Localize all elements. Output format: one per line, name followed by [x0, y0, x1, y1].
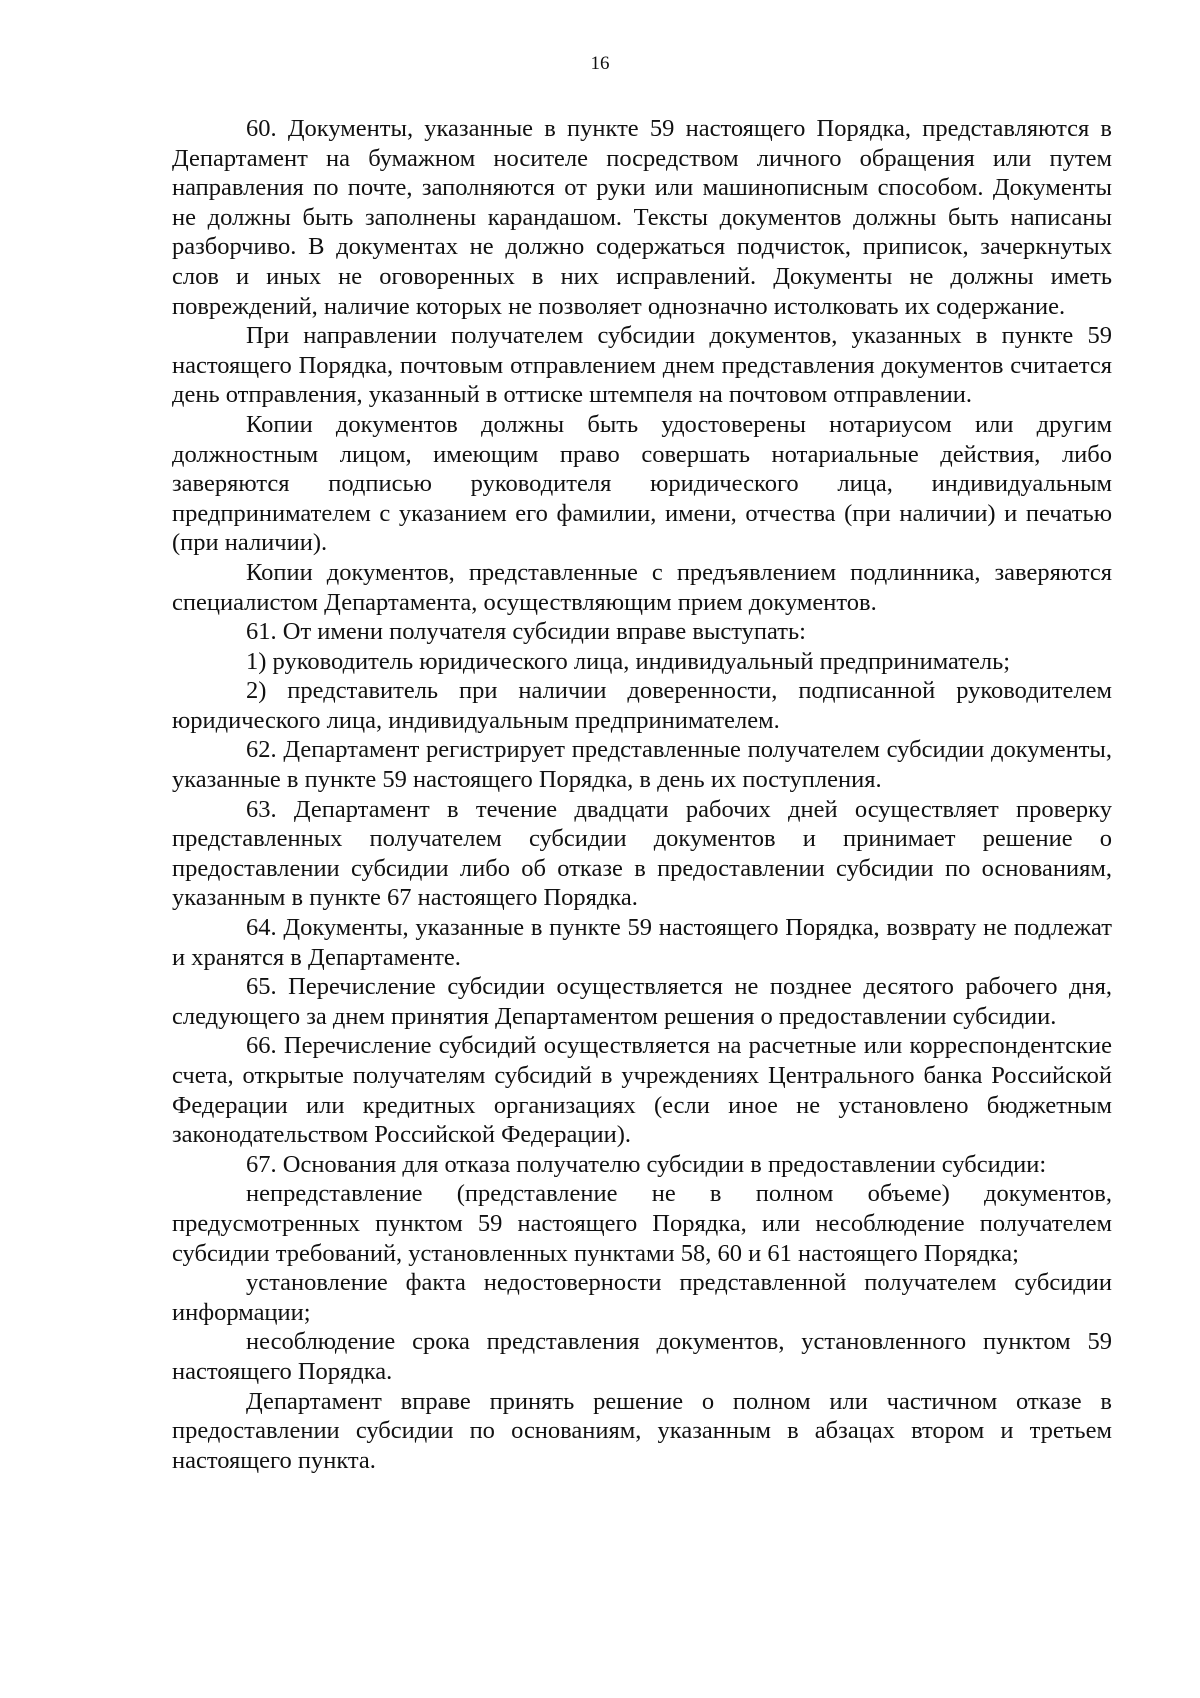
paragraph-61-item-2: 2) представитель при наличии доверенности, подписанной руководителем юридического лица, индивидуальным предпринимателем. — [172, 677, 1112, 734]
paragraph-65: 65. Перечисление субсидии осуществляется не позднее десятого рабочего дня, следующего за днем принятия Департаментом решения о предоставлении субсидии. — [172, 973, 1112, 1030]
paragraph-61: 61. От имени получателя субсидии вправе выступать: — [246, 618, 806, 646]
paragraph-67-reason-2: установление факта недостоверности представленной получателем субсидии информации; — [172, 1269, 1112, 1326]
paragraph-60: 60. Документы, указанные в пункте 59 настоящего Порядка, представляются в Департамент на бумажном носителе посредством личного обращения или путем направления по почте, заполняются от руки или машинописным способом. Документы не должны быть заполнены карандашом. Тексты документов должны быть написаны разборчиво. В документах не должно содержаться подчисток, приписок, зачеркнутых слов и иных не оговоренных в них исправлений. Документы не должны иметь повреждений, наличие которых не позволяет однозначно истолковать их содержание. — [172, 115, 1112, 320]
paragraph-66: 66. Перечисление субсидий осуществляется на расчетные или корреспондентские счета, открытые получателям субсидий в учреждениях Центрального банка Российской Федерации или кредитных организациях (если иное не установлено бюджетным законодательством Российской Федерации). — [172, 1032, 1112, 1149]
paragraph-64: 64. Документы, указанные в пункте 59 настоящего Порядка, возврату не подлежат и хранятся в Департаменте. — [172, 914, 1112, 971]
paragraph-postal-submission: При направлении получателем субсидии документов, указанных в пункте 59 настоящего Порядка, почтовым отправлением днем представления документов считается день отправления, указанный в оттиске штемпеля на почтовом отправлении. — [172, 322, 1112, 409]
page-number: 16 — [590, 53, 610, 74]
paragraph-62: 62. Департамент регистрирует представленные получателем субсидии документы, указанные в пункте 59 настоящего Порядка, в день их поступления. — [172, 736, 1112, 794]
paragraph-copies-certification: Копии документов должны быть удостоверены нотариусом или другим должностным лицом, имеющим право совершать нотариальные действия, либо заверяются подписью руководителя юридического лица, индивидуальным предпринимателем с указанием его фамилии, имени, отчества (при наличии) и печатью (при наличии). — [172, 410, 1112, 557]
paragraph-67: 67. Основания для отказа получателю субсидии в предоставлении субсидии: — [246, 1150, 1047, 1178]
paragraph-61-item-1: 1) руководитель юридического лица, индивидуальный предприниматель; — [246, 647, 1011, 675]
paragraph-67-reason-1: непредставление (представление не в полном объеме) документов, предусмотренных пунктом 59 настоящего Порядка, или несоблюдение получателем субсидии требований, установленных пунктами 58, 60 и 61 настоящего Порядка; — [172, 1180, 1112, 1267]
paragraph-67-reason-3: несоблюдение срока представления документов, установленного пунктом 59 настоящего Порядка. — [172, 1328, 1112, 1385]
paragraph-63: 63. Департамент в течение двадцати рабочих дней осуществляет проверку представленных получателем субсидии документов и принимает решение о предоставлении субсидии либо об отказе в предоставлении субсидии по основаниям, указанным в пункте 67 настоящего Порядка. — [172, 795, 1112, 912]
paragraph-67-decision: Департамент вправе принять решение о полном или частичном отказе в предоставлении субсидии по основаниям, указанным в абзацах втором и третьем настоящего пункта. — [172, 1387, 1112, 1474]
document-body — [172, 114, 1112, 1475]
paragraph-copies-original: Копии документов, представленные с предъявлением подлинника, заверяются специалистом Департамента, осуществляющим прием документов. — [172, 558, 1112, 616]
